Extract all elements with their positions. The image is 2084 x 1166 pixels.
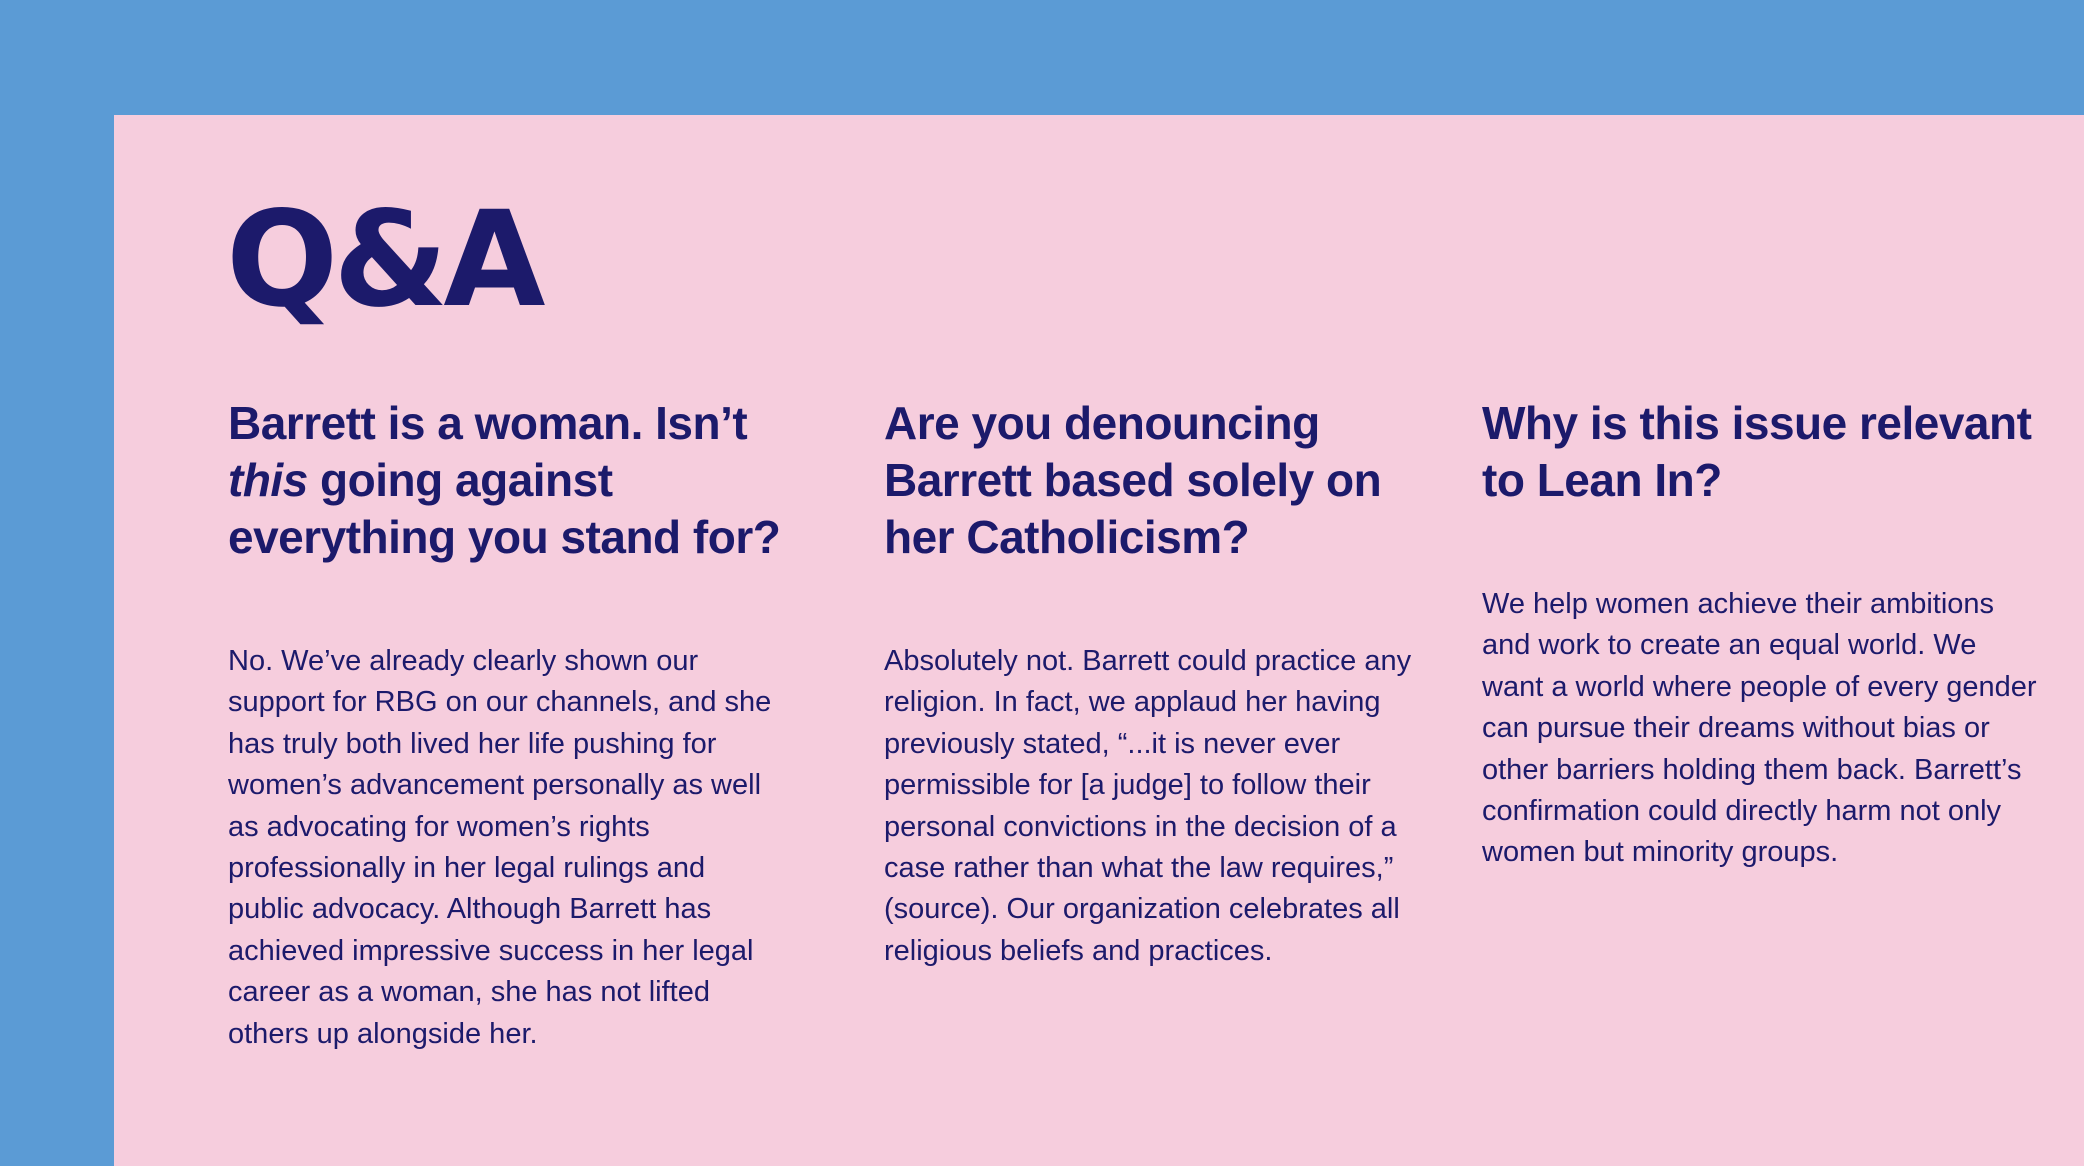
page-title: Q&A	[226, 183, 541, 337]
content-panel	[114, 115, 2084, 1166]
qa-item-rbg	[228, 395, 788, 1055]
question-text-start: Barrett is a woman. Isn’t	[228, 397, 748, 449]
question-heading: Are you denouncing Barrett based solely on her Catholicism?	[884, 397, 1382, 563]
answer-text: No. We’ve already clearly shown our support for RBG on our channels, and she has truly both lived her life pushing for women’s advancement personally as well as advocating for women’s rights professionally in her legal rulings and public advocacy. Although Barrett has achieved impressive success in her legal career as a woman, she has not lifted others up alongside her.	[228, 645, 772, 1050]
answer-text: Absolutely not. Barrett could practice any religion. In fact, we applaud her having previously stated, “...it is never ever permissible for [a judge] to follow their personal convictions in the decision of a case rather than what the law requires,” (source). Our organization celebrates all religious beliefs and practices.	[884, 645, 1412, 967]
answer-text: We help women achieve their ambitions and work to create an equal world. We want a world where people of every gender can pursue their dreams without bias or other barriers holding them back. Barrett’s confirmation could directly harm not only women but minority groups.	[1482, 588, 2037, 869]
qa-item-catholicism	[884, 395, 1439, 972]
qa-item-relevance	[1482, 395, 2042, 874]
question-heading	[228, 395, 788, 566]
question-text-end: going against everything you stand for?	[228, 454, 781, 563]
question-heading: Why is this issue relevant to Lean In?	[1482, 397, 2032, 506]
question-emphasis: this	[228, 454, 308, 506]
